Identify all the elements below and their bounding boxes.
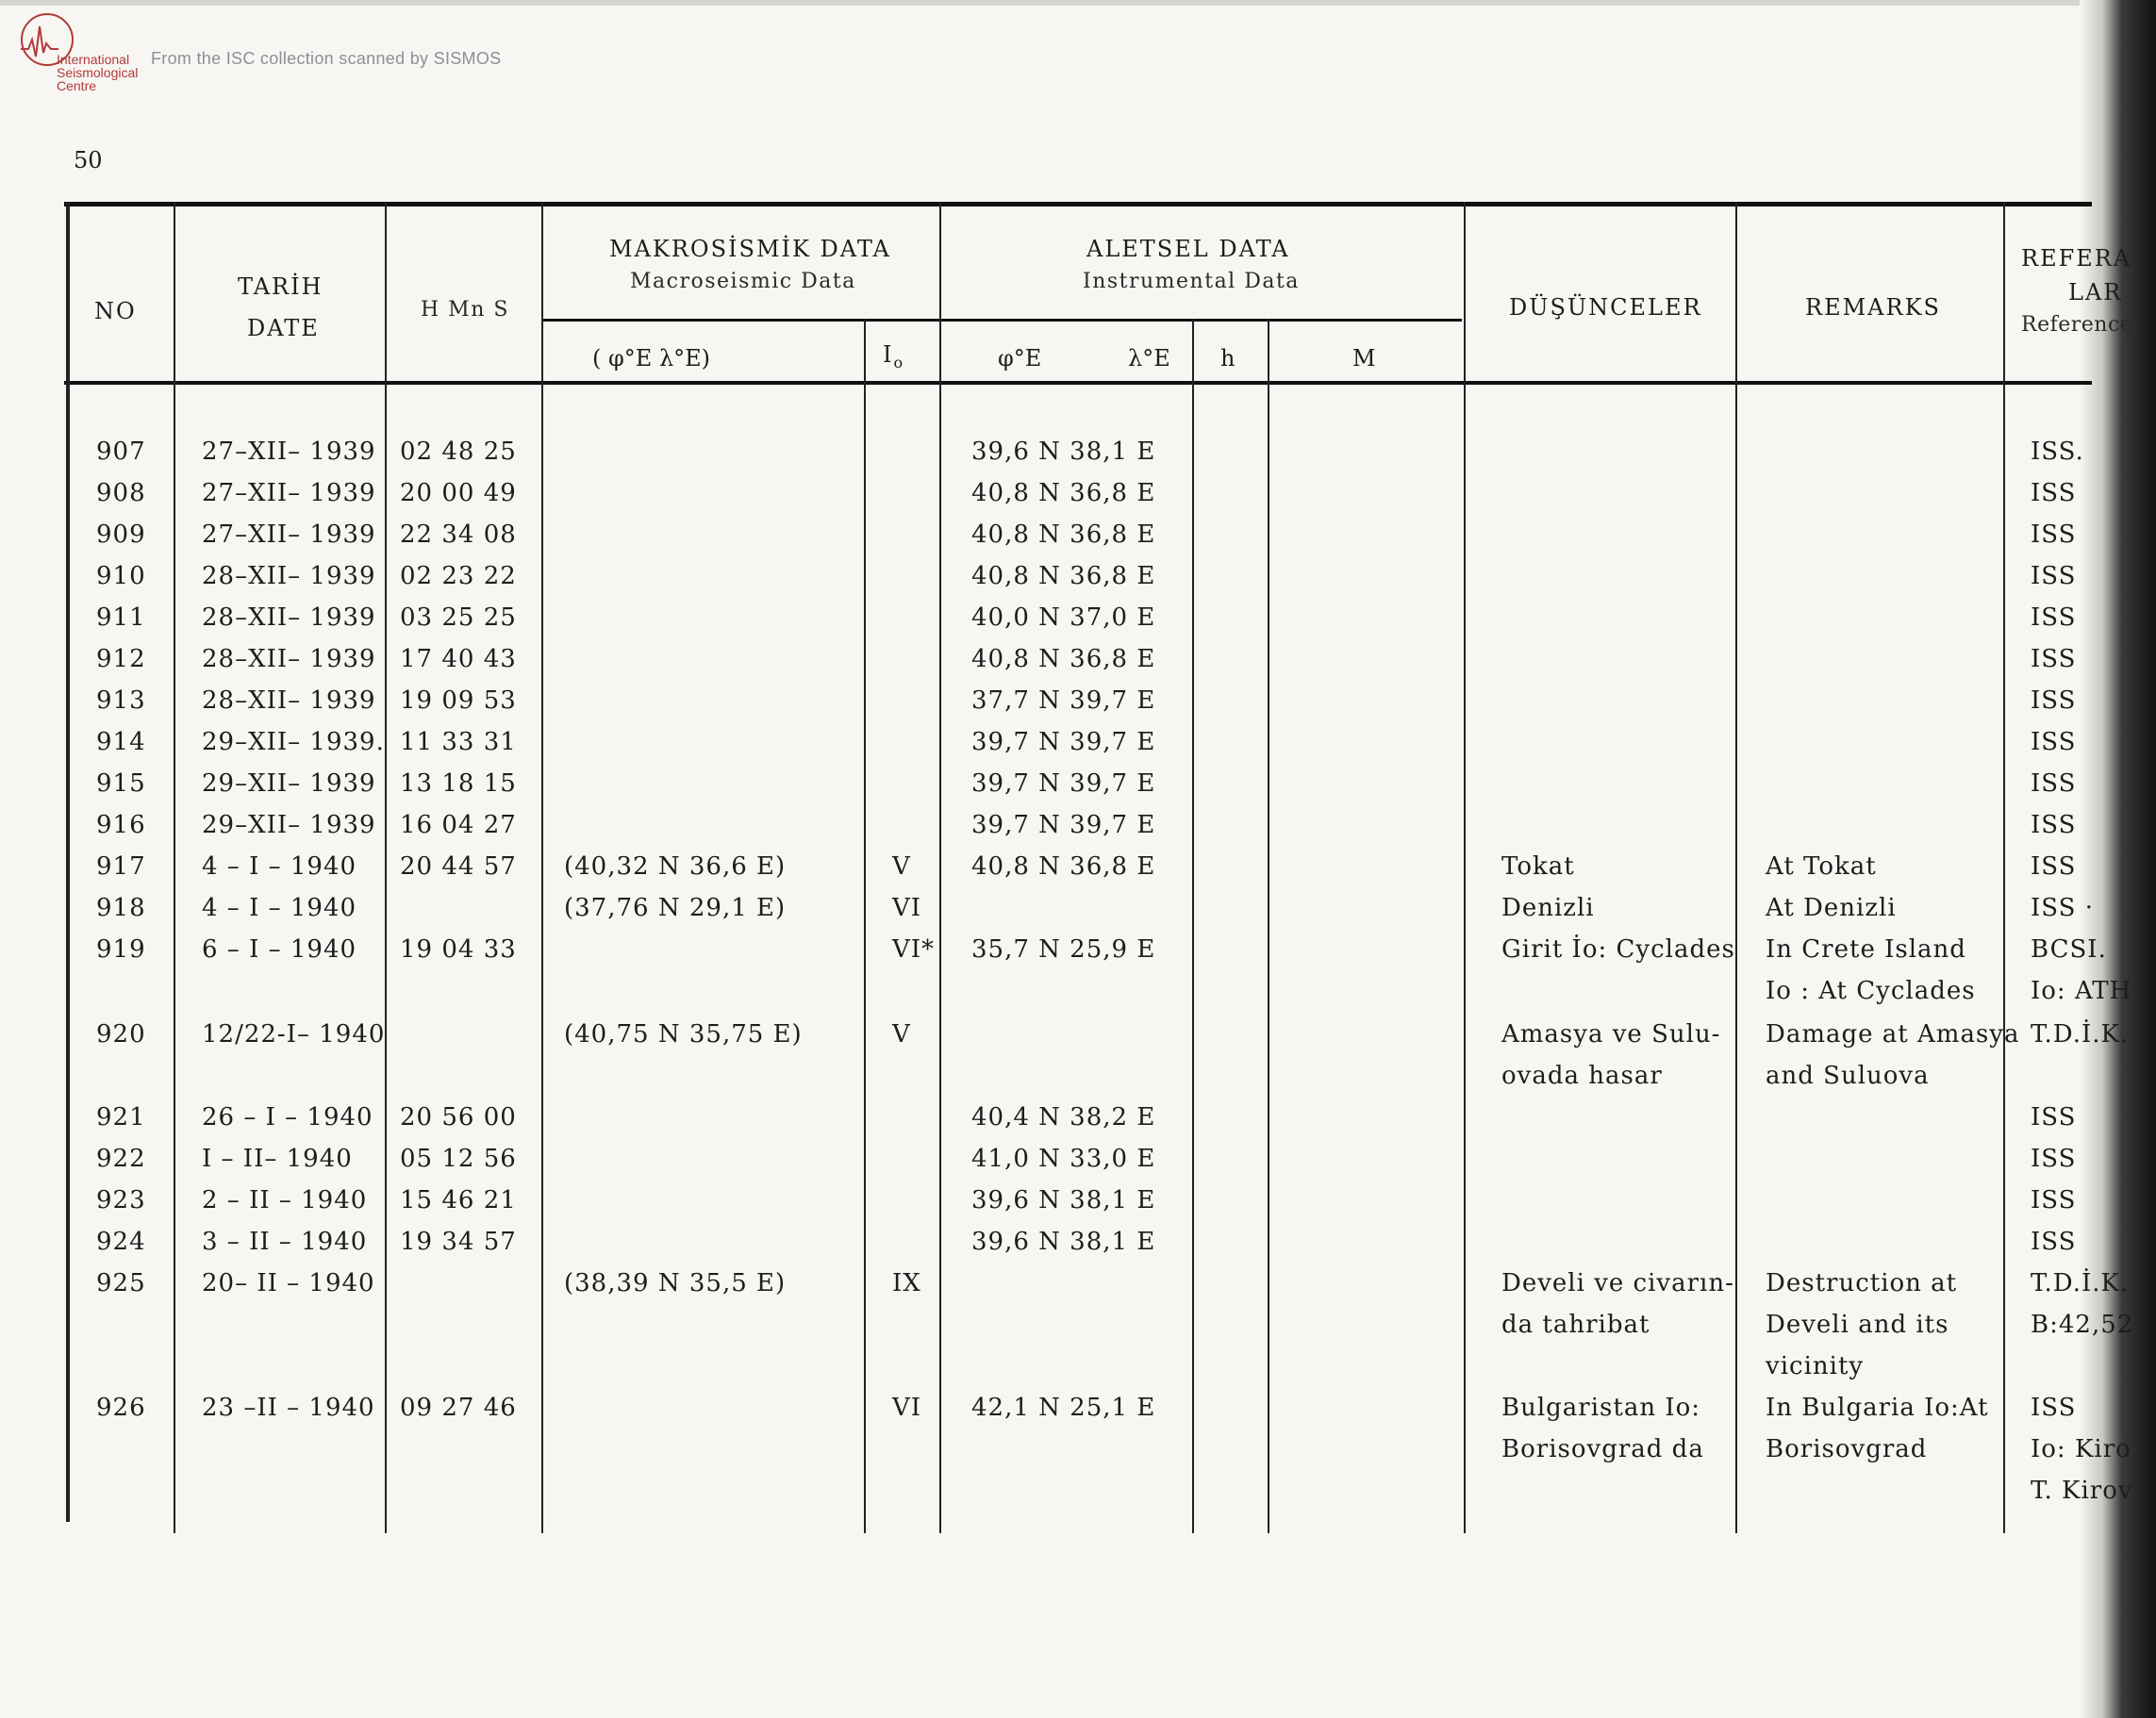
cell-reference: ISS bbox=[2031, 1394, 2077, 1422]
col-rule-makro-io bbox=[864, 319, 866, 1533]
col-rule-left bbox=[66, 202, 70, 1522]
cell-date: 6 – I – 1940 bbox=[202, 935, 357, 964]
cell-dusunceler: ovada hasar bbox=[1501, 1062, 1663, 1090]
col-rule-rem-ref bbox=[2003, 202, 2005, 1533]
cell-no: 922 bbox=[96, 1145, 146, 1173]
cell-date: 26 – I – 1940 bbox=[202, 1103, 373, 1132]
cell-reference: T.D.İ.K. bbox=[2031, 1020, 2130, 1049]
cell-remarks: Destruction at bbox=[1766, 1269, 1958, 1297]
isc-caption: From the ISC collection scanned by SISMOS bbox=[151, 49, 502, 68]
cell-date: 23 –II – 1940 bbox=[202, 1394, 375, 1422]
cell-reference: ISS bbox=[2031, 811, 2077, 839]
cell-reference: Io: Kiro bbox=[2031, 1435, 2131, 1463]
cell-remarks: Io : At Cyclades bbox=[1766, 977, 1976, 1005]
cell-reference: T.D.İ.K. bbox=[2031, 1269, 2130, 1297]
cell-date: 4 – I – 1940 bbox=[202, 852, 357, 881]
cell-no: 923 bbox=[96, 1186, 146, 1214]
header-aletsel-title: ALETSEL DATA bbox=[1086, 236, 1290, 262]
cell-dusunceler: Borisovgrad da bbox=[1501, 1435, 1704, 1463]
cell-no: 925 bbox=[96, 1269, 146, 1297]
header-hms: H Mn S bbox=[421, 298, 509, 322]
cell-reference: ISS bbox=[2031, 728, 2077, 756]
cell-reference: ISS bbox=[2031, 1103, 2077, 1132]
cell-hms: 16 04 27 bbox=[400, 811, 517, 839]
header-tarih: TARİH bbox=[238, 273, 323, 300]
cell-date: 20– II – 1940 bbox=[202, 1269, 375, 1297]
cell-no: 921 bbox=[96, 1103, 146, 1132]
header-dusunceler: DÜŞÜNCELER bbox=[1509, 294, 1702, 321]
logo-line-seismological: Seismological bbox=[57, 65, 139, 80]
cell-macro-coords: (40,32 N 36,6 E) bbox=[564, 852, 787, 881]
cell-reference: ISS bbox=[2031, 769, 2077, 798]
cell-dusunceler: Denizli bbox=[1501, 894, 1595, 922]
header-makro-title: MAKROSİSMİK DATA bbox=[609, 236, 891, 262]
isc-logo-text bbox=[57, 53, 138, 92]
cell-no: 907 bbox=[96, 438, 146, 466]
cell-hms: 20 00 49 bbox=[400, 479, 517, 507]
cell-intensity: VI* bbox=[892, 935, 936, 964]
header-remarks: REMARKS bbox=[1805, 294, 1941, 321]
cell-date: 29–XII– 1939 bbox=[202, 811, 376, 839]
cell-reference: ISS bbox=[2031, 479, 2077, 507]
cell-dusunceler: Bulgaristan Io: bbox=[1501, 1394, 1701, 1422]
cell-macro-coords: (40,75 N 35,75 E) bbox=[564, 1020, 803, 1049]
header-ref-1: REFERA bbox=[2021, 245, 2132, 272]
cell-hms: 09 27 46 bbox=[400, 1394, 517, 1422]
cell-hms: 20 44 57 bbox=[400, 852, 517, 881]
col-rule-hms-makro bbox=[541, 202, 543, 1533]
col-rule-date-hms bbox=[385, 202, 387, 1533]
cell-hms: 02 48 25 bbox=[400, 438, 517, 466]
cell-hms: 20 56 00 bbox=[400, 1103, 517, 1132]
cell-date: I – II– 1940 bbox=[202, 1145, 353, 1173]
col-rule-dus-rem bbox=[1735, 202, 1737, 1533]
col-rule-no-date bbox=[174, 202, 175, 1533]
header-inst-lambda: λ°E bbox=[1128, 345, 1170, 372]
logo-line-international: International bbox=[57, 52, 130, 67]
col-rule-io-aletsel bbox=[939, 202, 941, 1533]
cell-instrumental-coords: 39,7 N 39,7 E bbox=[971, 728, 1156, 756]
cell-date: 4 – I – 1940 bbox=[202, 894, 357, 922]
cell-date: 27–XII– 1939 bbox=[202, 438, 376, 466]
cell-intensity: IX bbox=[892, 1269, 921, 1297]
cell-date: 28–XII– 1939 bbox=[202, 603, 376, 632]
cell-reference: ISS. bbox=[2031, 438, 2084, 466]
header-no: NO bbox=[94, 298, 137, 324]
cell-dusunceler: Tokat bbox=[1501, 852, 1575, 881]
cell-no: 926 bbox=[96, 1394, 146, 1422]
header-m: M bbox=[1352, 345, 1378, 372]
cell-reference: ISS bbox=[2031, 1228, 2077, 1256]
cell-hms: 15 46 21 bbox=[400, 1186, 517, 1214]
cell-date: 29–XII– 1939 bbox=[202, 769, 376, 798]
cell-hms: 19 34 57 bbox=[400, 1228, 517, 1256]
cell-reference: Io: ATH bbox=[2031, 977, 2132, 1005]
cell-instrumental-coords: 39,6 N 38,1 E bbox=[971, 438, 1156, 466]
cell-reference: ISS bbox=[2031, 562, 2077, 590]
cell-hms: 11 33 31 bbox=[400, 728, 517, 756]
cell-reference: B:42,52 bbox=[2031, 1311, 2134, 1339]
cell-no: 909 bbox=[96, 520, 146, 549]
cell-reference: ISS bbox=[2031, 603, 2077, 632]
header-io bbox=[883, 341, 904, 372]
header-io-letter: I bbox=[883, 341, 894, 368]
cell-instrumental-coords: 39,6 N 38,1 E bbox=[971, 1228, 1156, 1256]
cell-instrumental-coords: 37,7 N 39,7 E bbox=[971, 686, 1156, 715]
cell-remarks: At Tokat bbox=[1766, 852, 1877, 881]
cell-reference: ISS bbox=[2031, 852, 2077, 881]
col-rule-lambda-h bbox=[1192, 319, 1194, 1533]
header-inst-phi: φ°E bbox=[998, 345, 1042, 372]
cell-dusunceler: da tahribat bbox=[1501, 1311, 1650, 1339]
makro-subheader-rule bbox=[542, 319, 1462, 322]
cell-instrumental-coords: 40,8 N 36,8 E bbox=[971, 852, 1156, 881]
cell-instrumental-coords: 39,7 N 39,7 E bbox=[971, 769, 1156, 798]
cell-no: 924 bbox=[96, 1228, 146, 1256]
cell-date: 3 – II – 1940 bbox=[202, 1228, 368, 1256]
cell-no: 920 bbox=[96, 1020, 146, 1049]
cell-no: 912 bbox=[96, 645, 146, 673]
cell-reference: ISS bbox=[2031, 645, 2077, 673]
isc-logo bbox=[17, 11, 149, 101]
cell-reference: ISS bbox=[2031, 1186, 2077, 1214]
header-io-sub: o bbox=[893, 353, 905, 372]
cell-remarks: and Suluova bbox=[1766, 1062, 1930, 1090]
cell-hms: 17 40 43 bbox=[400, 645, 517, 673]
cell-remarks: vicinity bbox=[1766, 1352, 1865, 1380]
cell-hms: 22 34 08 bbox=[400, 520, 517, 549]
cell-hms: 02 23 22 bbox=[400, 562, 517, 590]
cell-no: 918 bbox=[96, 894, 146, 922]
cell-hms: 19 09 53 bbox=[400, 686, 517, 715]
header-aletsel-sub: Instrumental Data bbox=[1083, 270, 1300, 293]
col-rule-h-m bbox=[1268, 319, 1269, 1533]
cell-dusunceler: Develi ve civarın- bbox=[1501, 1269, 1734, 1297]
cell-dusunceler: Amasya ve Sulu- bbox=[1501, 1020, 1721, 1049]
cell-remarks: At Denizli bbox=[1766, 894, 1897, 922]
cell-remarks: Damage at Amasya bbox=[1766, 1020, 2020, 1049]
cell-instrumental-coords: 40,8 N 36,8 E bbox=[971, 520, 1156, 549]
cell-date: 28–XII– 1939 bbox=[202, 645, 376, 673]
header-bottom-rule bbox=[64, 381, 2092, 385]
cell-date: 28–XII– 1939 bbox=[202, 686, 376, 715]
cell-reference: ISS bbox=[2031, 1145, 2077, 1173]
cell-no: 910 bbox=[96, 562, 146, 590]
cell-no: 908 bbox=[96, 479, 146, 507]
cell-instrumental-coords: 40,8 N 36,8 E bbox=[971, 645, 1156, 673]
cell-hms: 13 18 15 bbox=[400, 769, 517, 798]
cell-reference: ISS · bbox=[2031, 894, 2094, 922]
cell-date: 29–XII– 1939. bbox=[202, 728, 385, 756]
header-makro-coords: ( φ°E λ°E) bbox=[592, 345, 711, 372]
scan-top-edge bbox=[0, 0, 2156, 6]
cell-intensity: VI bbox=[892, 894, 922, 922]
cell-date: 2 – II – 1940 bbox=[202, 1186, 368, 1214]
cell-instrumental-coords: 42,1 N 25,1 E bbox=[971, 1394, 1156, 1422]
header-h: h bbox=[1220, 345, 1237, 372]
cell-dusunceler: Girit İo: Cyclades bbox=[1501, 935, 1735, 964]
cell-intensity: V bbox=[892, 1020, 911, 1049]
cell-instrumental-coords: 40,4 N 38,2 E bbox=[971, 1103, 1156, 1132]
cell-hms: 03 25 25 bbox=[400, 603, 517, 632]
cell-remarks: Borisovgrad bbox=[1766, 1435, 1928, 1463]
cell-date: 27–XII– 1939 bbox=[202, 520, 376, 549]
cell-no: 913 bbox=[96, 686, 146, 715]
cell-reference: BCSI. bbox=[2031, 935, 2107, 964]
table-top-rule bbox=[64, 202, 2092, 206]
cell-hms: 19 04 33 bbox=[400, 935, 517, 964]
cell-no: 916 bbox=[96, 811, 146, 839]
header-makro-sub: Macroseismic Data bbox=[630, 270, 856, 293]
cell-remarks: In Bulgaria Io:At bbox=[1766, 1394, 1989, 1422]
header-date: DATE bbox=[247, 315, 320, 341]
cell-instrumental-coords: 40,8 N 36,8 E bbox=[971, 562, 1156, 590]
cell-instrumental-coords: 39,7 N 39,7 E bbox=[971, 811, 1156, 839]
cell-intensity: VI bbox=[892, 1394, 922, 1422]
cell-no: 914 bbox=[96, 728, 146, 756]
cell-remarks: Develi and its bbox=[1766, 1311, 1949, 1339]
cell-instrumental-coords: 35,7 N 25,9 E bbox=[971, 935, 1156, 964]
cell-no: 919 bbox=[96, 935, 146, 964]
cell-instrumental-coords: 40,8 N 36,8 E bbox=[971, 479, 1156, 507]
cell-reference: ISS bbox=[2031, 686, 2077, 715]
cell-instrumental-coords: 40,0 N 37,0 E bbox=[971, 603, 1156, 632]
cell-date: 12/22-I– 1940 bbox=[202, 1020, 386, 1049]
header-ref-3: Reference bbox=[2021, 313, 2133, 337]
cell-macro-coords: (38,39 N 35,5 E) bbox=[564, 1269, 787, 1297]
col-rule-aletsel-dus bbox=[1464, 202, 1466, 1533]
header-ref-2: LAR bbox=[2068, 279, 2123, 306]
cell-date: 28–XII– 1939 bbox=[202, 562, 376, 590]
cell-instrumental-coords: 39,6 N 38,1 E bbox=[971, 1186, 1156, 1214]
page-number: 50 bbox=[74, 147, 103, 173]
logo-line-centre: Centre bbox=[57, 78, 97, 93]
cell-date: 27–XII– 1939 bbox=[202, 479, 376, 507]
cell-no: 915 bbox=[96, 769, 146, 798]
cell-macro-coords: (37,76 N 29,1 E) bbox=[564, 894, 787, 922]
cell-remarks: In Crete Island bbox=[1766, 935, 1966, 964]
cell-reference: T. Kirov bbox=[2031, 1477, 2133, 1505]
cell-no: 917 bbox=[96, 852, 146, 881]
cell-reference: ISS bbox=[2031, 520, 2077, 549]
cell-hms: 05 12 56 bbox=[400, 1145, 517, 1173]
cell-intensity: V bbox=[892, 852, 911, 881]
cell-no: 911 bbox=[96, 603, 146, 632]
cell-instrumental-coords: 41,0 N 33,0 E bbox=[971, 1145, 1156, 1173]
